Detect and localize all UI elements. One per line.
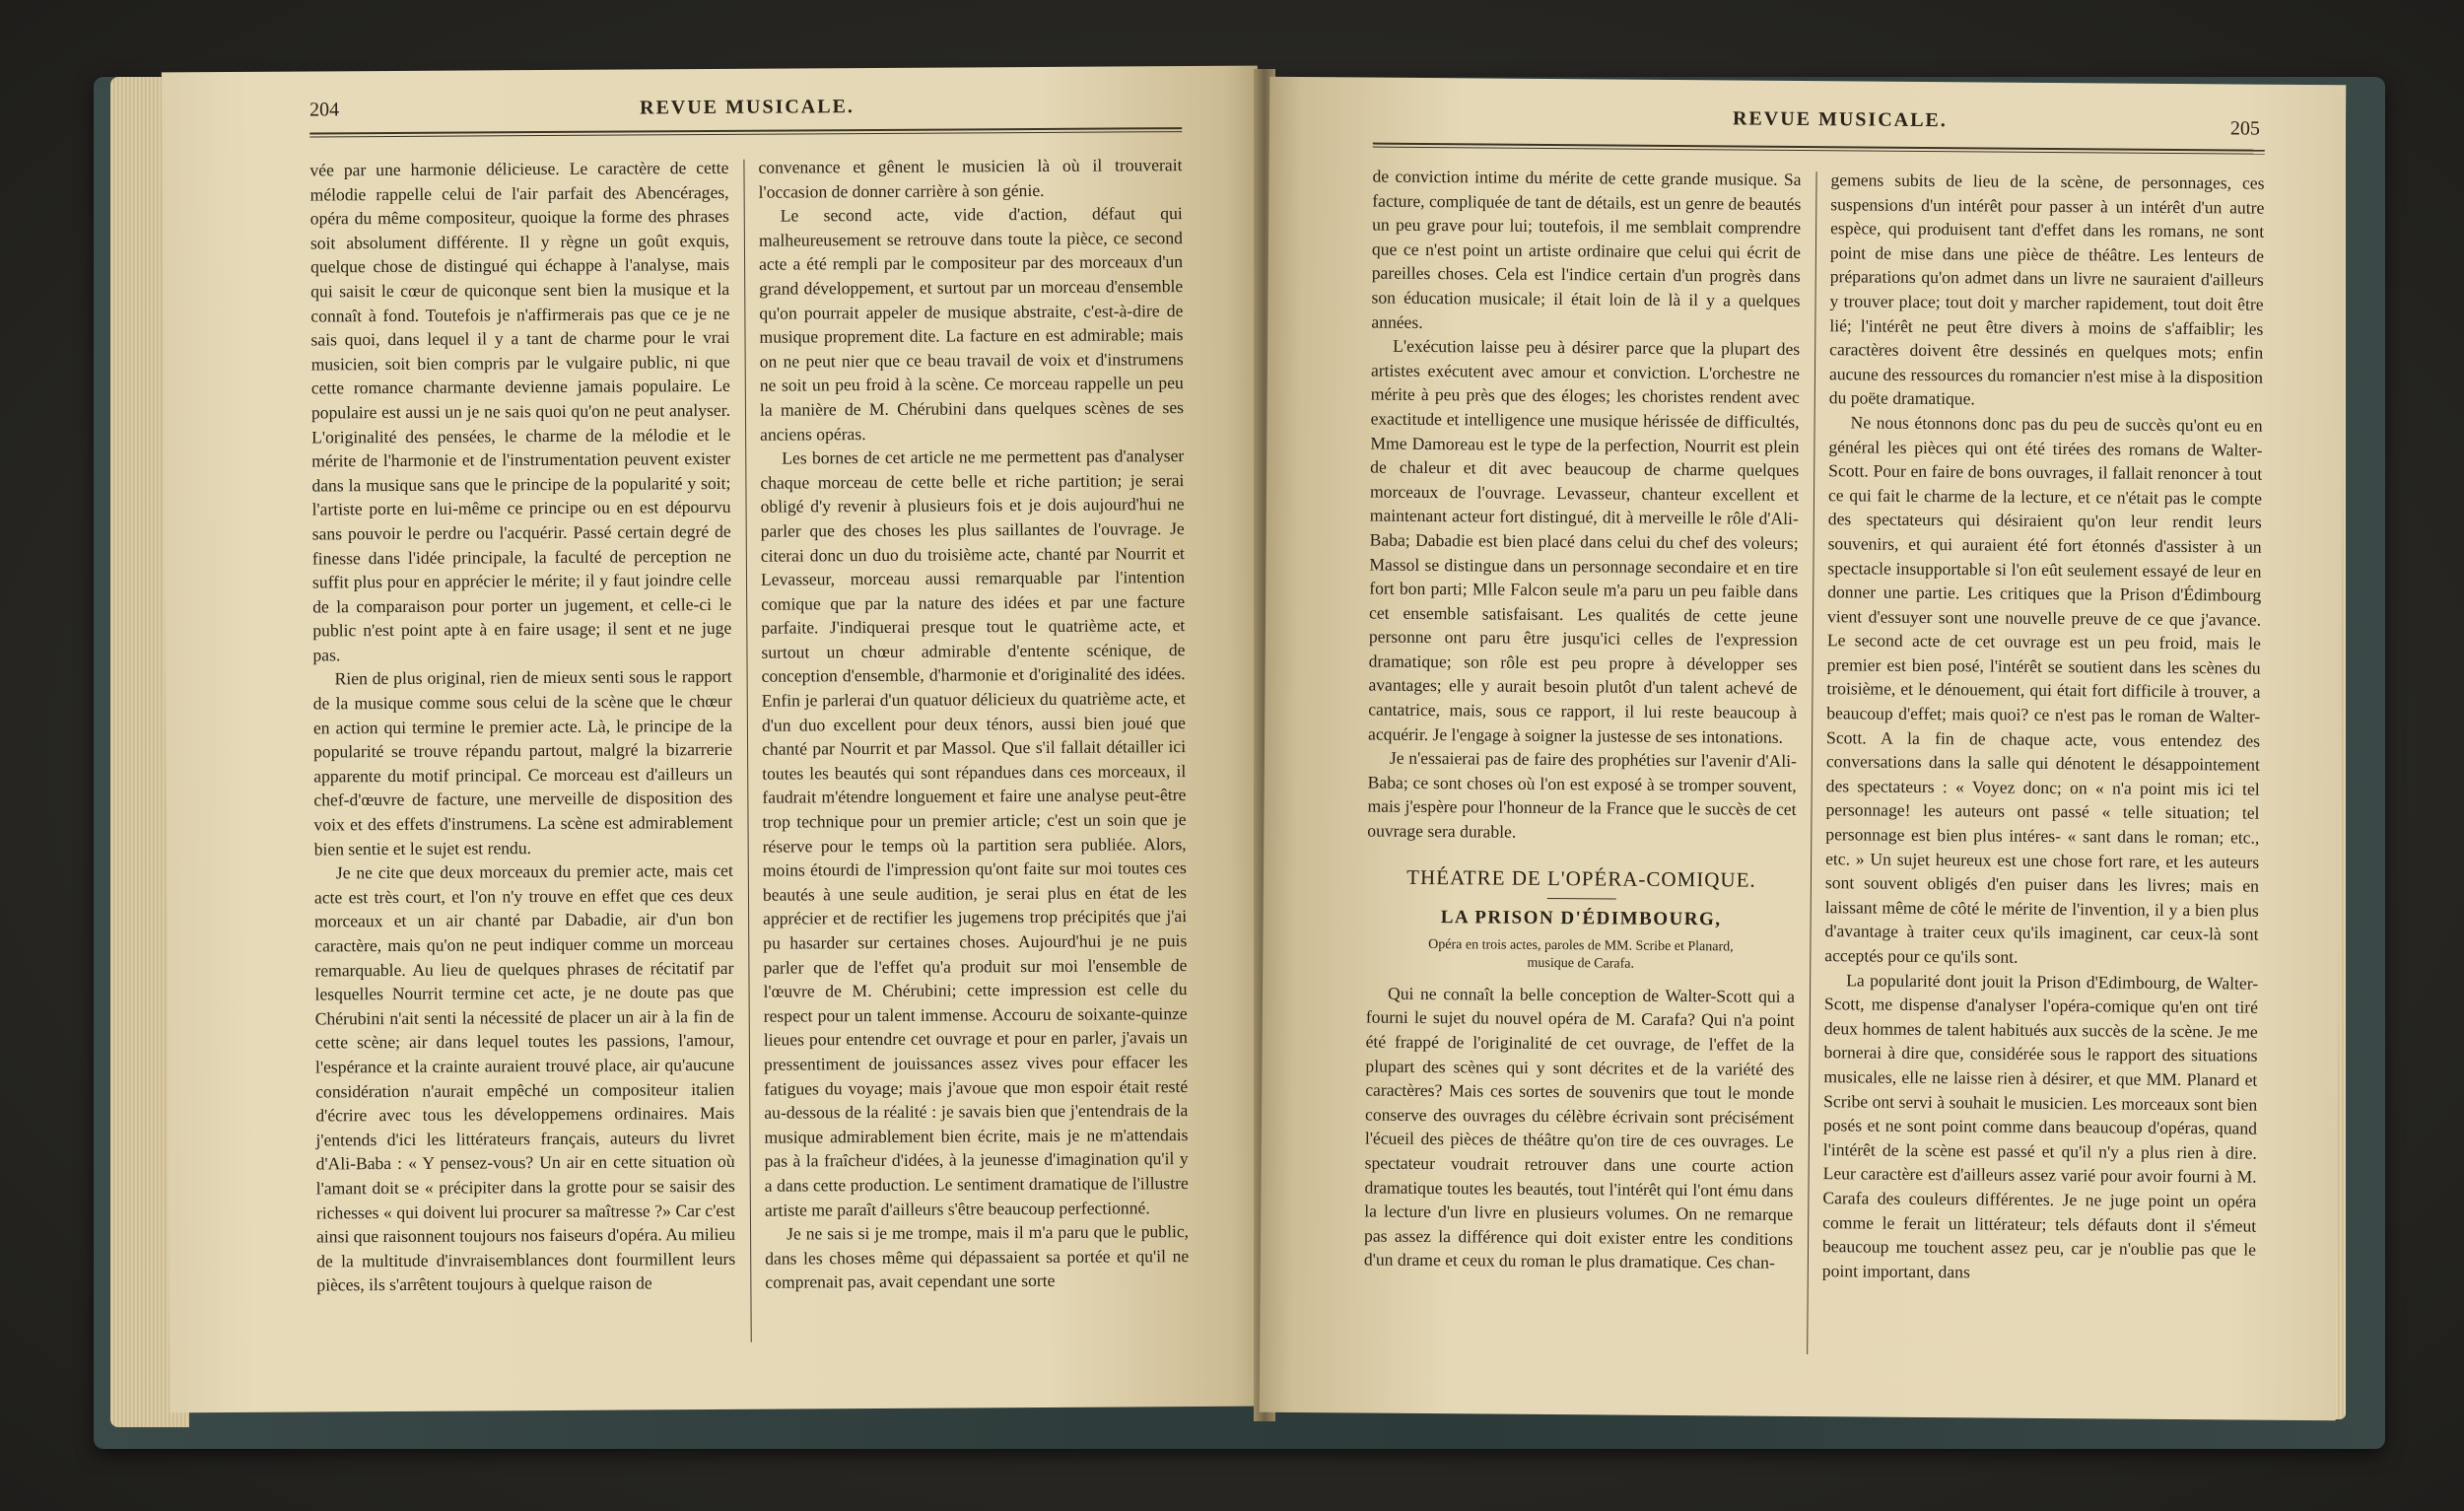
header-rule-right <box>1373 143 2265 155</box>
paragraph: L'exécution laisse peu à désirer parce que la plupart des artistes exécutent avec amour et conviction. L'orchestre ne mérite à peu près que des éloges; les choristes rendent avec exactitude et intelligence une musique hérissée de difficultés, Mme Damoreau est le type de la perfection, Nourrit est plein de chaleur et dit avec beaucoup de charme quelques morceaux de l'ouvrage. Levasseur, chanteur excellent et maintenant acteur fort distingué, dit à merveille le rôle d'Ali-Baba; Dabadie est bien placé dans celui du chef des voleurs; Massol se distingue dans un personnage secondaire et en tire fort bon parti; Mlle Falcon seule m'a paru un peu faible dans cet ensemble satisfaisant. Les qualités de cette jeune personne ont paru être jusqu'ici celles de l'expression dramatique; son rôle est peu propre à développer ses avantages; elle y aurait besoin plutôt d'un talent achevé de cantatrice, mais, sous ce rapport, il lui reste beaucoup à acquérir. Je l'engage à soigner la justesse de ses intonations. <box>1368 335 1801 747</box>
header-rule-left <box>309 127 1182 137</box>
paragraph: Je ne sais si je me trompe, mais il m'a paru que le public, dans les choses même qui dépassaient sa portée et qu'il ne comprenait pas, avait cependant une sorte <box>765 1221 1190 1293</box>
section-divider <box>1546 898 1615 900</box>
paragraph: Ne nous étonnons donc pas du peu de succès qu'ont eu en général les pièces qui ont été tirées des romans de Walter-Scott. Pour en faire de bons ouvrages, il fallait renoncer à tout ce qui fait le charme de la lecture, et ce n'était pas le compte des spectateurs qui désiraient qu'on leur rendit leurs souvenirs, et qui auraient été fort étonnés d'assister à un spectacle insupportable si l'on eût seulement essayé de leur en donner une partie. Les critiques que la Prison d'Édimbourg vient d'essuyer sont une nouvelle preuve de ce que j'avance. Le second acte de cet ouvrage est un peu froid, mais le premier est bien posé, l'intérêt se soutient dans les scènes du troisième, et le dénouement, qui était fort difficile à trouver, a beaucoup d'effet; mais quoi? ce n'est pas le roman de Walter-Scott. A la fin de chaque acte, vous entendez des conversations dans la salle qui dénotent le désappointement des spectateurs : « Voyez donc; on « n'a point mis ici tel personnage! les auteurs ont passé « telle situation; tel personnage est bien plus intéres- « sant dans le roman; etc., etc. » Un sujet heureux est une chose fort rare, et les auteurs sont souvent obligés d'en puiser dans les livres; mais en laissant même de côté le mérite de l'invention, il y a bien plus d'avantage à traiter ceux qu'ils imaginent, car ceux-là sont acceptés pour ce qu'ils sont. <box>1824 412 2263 967</box>
running-head-left: REVUE MUSICALE. <box>640 96 855 119</box>
column-separator <box>1807 172 1816 1354</box>
page-number-left: 204 <box>309 99 340 121</box>
paragraph: Le second acte, vide d'action, défaut qui malheureusement se retrouve dans toute la pièce, ce second acte a été rempli par le compositeur par des morceaux d'un grand développement, et surtout par un morceau d'ensemble qu'on pourrait appeler de musique abstraite, c'est-à-dire de musique proprement dite. La facture en est admirable; mais on ne peut nier que ce beau travail de voix et d'instrumens ne soit un peu froid à la scène. Ce morceau rappelle un peu la manière de M. Chérubini dans quelques scènes de ses anciens opéras. <box>758 203 1185 445</box>
work-credits <box>1366 935 1795 974</box>
paragraph: La popularité dont jouit la Prison d'Edimbourg, de Walter-Scott, me dispense d'analyser l'opéra-comique qu'en ont tiré deux hommes de talent habitués aux succès de la scène. Je me bornerai à dire que, considérée sous le rapport des situations musicales, elle ne laisse rien à désirer, et que MM. Planard et Scribe ont servi à souhait le musicien. Les morceaux sont bien posés et ne sont point comme dans beaucoup d'opéras, quand l'intérêt de la scène est passé et qu'il n'y a plus rien à dire. Leur caractère est d'ailleurs assez varié pour avoir fourni à M. Carafa des couleurs différentes. Je ne juge point un opéra comme le ferait un littérateur; tels défauts dont il s'émeut beaucoup me touchent assez peu, car je n'oublie pas que le point important, dans <box>1821 969 2259 1282</box>
paragraph: Les bornes de cet article ne me permettent pas d'analyser chaque morceau de cette belle et riche partition; je serai obligé d'y revenir à plusieurs fois et je dois aujourd'hui ne parler que des choses les plus saillantes de l'ouvrage. Je citerai donc un duo du troisième acte, chanté par Nourrit et Levasseur, morceau aussi remarquable par l'intention comique que par la nature des idées et par une facture parfaite. J'indiquerai presque tout le quatrième acte, et surtout un chœur admirable d'entente scénique, de conception d'ensemble, d'harmonie et d'originalité des idées. Enfin je parlerai d'un quatuor délicieux du quatrième acte, et d'un duo excellent pour deux ténors, aussi bien joué que chanté par Nourrit et par Massol. Que s'il fallait détailler ici toutes les beautés qui sont répandues dans ces morceaux, il faudrait m'étendre longuement et faire une analyse peut-être trop technique pour un premier article; c'est un soin que je réserve pour le temps où la partition sera publiée. Alors, moins étourdi de l'impression qu'ont faite sur moi toutes ces beautés à une seule audition, je serai plus en état de les apprécier et de rectifier les jugemens trop précipités que j'ai pu hasarder sur certaines choses. Aujourd'hui je ne puis parler que de l'effet qu'a produit sur moi l'ensemble de l'œuvre de M. Chérubini; cette impression est celle du respect pour un talent immense. Accouru de soixante-quinze lieues pour entendre cet ouvrage et pour en parler, j'avais un pressentiment de jouissances assez vives pour effacer les fatigues du voyage; mais j'avoue que mon espoir était resté au-dessous de la réalité : je savais bien que j'entendrais de la musique admirablement bien écrite, mais je ne m'attendais pas à la fraîcheur d'idées, à la jeunesse d'imagination qu'il y a dans cette production. Le sentiment dramatique de l'illustre artiste me paraît d'ailleurs s'être beaucoup perfectionné. <box>760 446 1189 1220</box>
paragraph: Rien de plus original, rien de mieux senti sous le rapport de la musique comme sous celui de la scène que le chœur en action qui termine le premier acte. Là, le principe de la popularité se trouve répandu partout, malgré la bizarrerie apparente du motif principal. Ce morceau est d'ailleurs un chef-d'œuvre de facture, une merveille de disposition des voix et des effets d'instrumens. La scène est admirablement bien sentie et le sujet est rendu. <box>312 666 733 859</box>
column-separator <box>743 160 751 1342</box>
left-column-2 <box>758 153 1189 1295</box>
paragraph: Je ne cite que deux morceaux du premier acte, mais cet acte est très court, et l'on n'y trouve en effet que ces deux morceaux et un air chanté par Dabadie, air d'un bon caractère, mais qu'on ne peut indiquer comme un morceau remarquable. Au lieu de quelques phrases de récitatif par lesquelles Nourrit termine cet acte, je ne doute pas que Chérubini n'ait senti la nécessité de placer un air à la fin de cette scène; air dans lequel toutes les passions, l'amour, l'espérance et la crainte auraient trouvé place, air qu'aucune considération n'aurait empêché un compositeur italien d'écrire avec tous les développemens ordinaires. Mais j'entends d'ici les littérateurs français, auteurs du livret d'Ali-Baba : « Y pensez-vous? Un air en cette situation où l'amant doit se « précipiter dans la grotte pour se saisir des richesses « qui doivent lui procurer sa maîtresse ?» Car c'est ainsi que raisonnent toujours nos faiseurs d'opéra. Au milieu de la multitude d'invraisemblances dont fourmillent leurs pièces, ils s'arrêtent toujours à quelque raison de <box>313 860 736 1295</box>
page-number-right: 205 <box>2229 117 2261 140</box>
left-page <box>162 66 1266 1413</box>
paragraph: convenance et gênent le musicien là où il trouverait l'occasion de donner carrière à son génie. <box>758 155 1183 202</box>
paragraph: vée par une harmonie délicieuse. Le caractère de cette mélodie rappelle celui de l'air parfait des Abencérages, opéra du même compositeur, quoique la forme des phrases soit absolument différente. Il y règne un goût exquis, quelque chose de distingué qui échappe à l'analyse, mais qui saisit le cœur de quiconque sent bien la musique et la connaît à fond. Toutefois je n'affirmerais pas que ce je ne sais quoi, dans lequel il y a tant de charme pour le vrai musicien, soit bien compris par le vulgaire public, ni que cette romance charmante devienne jamais populaire. Le populaire est aussi un je ne sais quoi qu'on ne peut analyser. L'originalité des pensées, le charme de la mélodie et le mérite de l'harmonie et de l'instrumentation peuvent exister dans la musique sans que le principe de la popularité y soit; l'artiste porte en lui-même ce principe ou en est dépourvu sans pouvoir le perdre ou l'acquérir. Passé certain degré de finesse dans l'idée principale, la faculté de perception ne suffit plus pour en apprécier le mérite; il y faut joindre celle de la comparaison pour porter un jugement, et celle-ci le public n'est point apte à en faire usage; il sent et ne juge pas. <box>309 157 732 665</box>
paragraph: de conviction intime du mérite de cette grande musique. Sa facture, compliquée de tant de détails, est un genre de beautés un peu grave pour lui; toutefois, il me semblait comprendre que ce n'est point un artiste ordinaire que celui qui écrit de pareilles choses. Cela est l'indice certain d'un progrès dans son éducation musicale; il était loin de là il y a quelques années. <box>1371 166 1802 332</box>
paragraph: Qui ne connaît la belle conception de Walter-Scott qui a fourni le sujet du nouvel opéra de M. Carafa? Qui n'a point été frappé de l'originalité de cet ouvrage, de l'effet de la plupart des scènes qui y sont décrites et de la variété des caractères? Mais ces sortes de souvenirs que tout le monde conserve des ouvrages du célèbre écrivain sont précisément l'écueil des pièces de théâtre qu'on tire de ces ouvrages. Le spectateur voudrait retrouver dans une courte action dramatique toutes les beautés, tout l'intérêt qui l'ont ému dans la lecture d'un livre en plusieurs volumes. On ne remarque pas assez la différence qui doit exister entre les conditions d'un drame et ceux du roman le plus dramatique. Ces chan- <box>1363 983 1796 1273</box>
paragraph: Je n'essaierai pas de faire des prophéties sur l'avenir d'Ali-Baba; ce sont choses où l'on est exposé à se tromper souvent, mais j'espère pour l'honneur de la France que le succès de cet ouvrage sera durable. <box>1367 747 1797 842</box>
right-page <box>1260 77 2347 1421</box>
left-column-1 <box>309 156 735 1297</box>
credits-line: musique de Carafa. <box>1527 955 1635 972</box>
right-column-2 <box>1822 168 2265 1286</box>
running-head-right: REVUE MUSICALE. <box>1732 107 1948 132</box>
paragraph: gemens subits de lieu de la scène, de personnages, ces suspensions d'un intérêt pour passer à un intérêt d'un autre espèce, qui produisent tant d'effet dans les romans, ne sont point de mise dans une pièce de théâtre. Les lenteurs de préparations qu'on admet dans un livre ne sauraient d'ailleurs y trouver place; tout doit y marcher rapidement, tout doit être lié; l'intérêt ne peut être divers à moins de s'affaiblir; les caractères doivent être dessinés en quelques mots; enfin aucune des ressources du romancier n'est mise à la disposition du poëte dramatique. <box>1828 170 2265 409</box>
section-title: THÉATRE DE L'OPÉRA-COMIQUE. <box>1406 864 1756 892</box>
credits-line: Opéra en trois actes, paroles de MM. Scribe et Planard, <box>1428 936 1734 955</box>
work-title: LA PRISON D'ÉDIMBOURG, <box>1440 907 1722 930</box>
right-column-1 <box>1364 165 1802 1275</box>
